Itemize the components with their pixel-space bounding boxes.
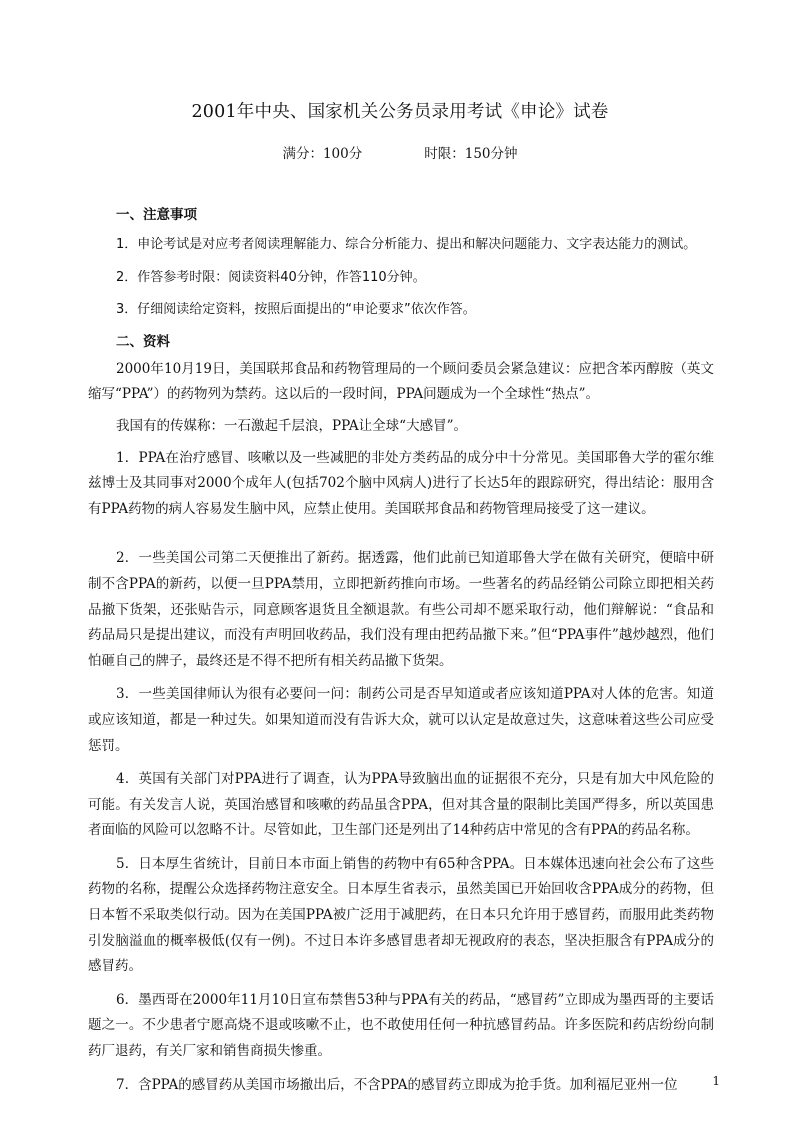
page-number: 1 [712, 1074, 720, 1088]
exam-meta [0, 142, 800, 162]
time-limit: 时限：150分钟 [424, 146, 518, 162]
material-paragraph: 我国有的传媒称：一石激起千层浪，PPA让全球“大感冒”。 [116, 417, 467, 434]
material-paragraph: 1．PPA在治疗感冒、咳嗽以及一些减肥的非处方类药品的成分中十分常见。美国耶鲁大学的霍尔维兹博士及其同事对2000个成年人(包括702个脑中风病人)进行了长达5年的跟踪研究，得出结论：服用含有PPA药物的病人容易发生脑中风，应禁止使用。美国联邦食品和药物管理局接受了这一建议。 [88, 449, 714, 517]
material-paragraph: 2000年10月19日，美国联邦食品和药物管理局的一个顾问委员会紧急建议：应把含苯丙醇胺（英文缩写“PPA”）的药物列为禁药。这以后的一段时间，PPA问题成为一个全球性“热点”。 [88, 360, 714, 403]
material-paragraph: 2．一些美国公司第二天便推出了新药。据透露，他们此前已知道耶鲁大学在做有关研究，便暗中研制不含PPA的新药，以便一旦PPA禁用，立即把新药推向市场。一些著名的药品经销公司除立即把相关药品撤下货架，还张贴告示，同意顾客退货且全额退款。有些公司却不愿采取行动，他们辩解说：“食品和药品局只是提出建议，而没有声明回收药品，我们没有理由把药品撤下来。”但“PPA事件”越炒越烈，他们怕砸自己的牌子，最终还是不得不把所有相关药品撤下货架。 [88, 550, 714, 669]
full-score: 满分：100分 [282, 146, 363, 162]
material-paragraph: 7．含PPA的感冒药从美国市场撤出后，不含PPA的感冒药立即成为抢手货。加利福尼亚州一位 [116, 1076, 678, 1093]
notice-heading: 一、注意事项 [116, 207, 197, 223]
notice-item: 3．仔细阅读给定资料，按照后面提出的“申论要求”依次作答。 [116, 302, 476, 318]
document-body [88, 204, 714, 1098]
material-paragraph: 5．日本厚生省统计，目前日本市面上销售的药物中有65种含PPA。日本媒体迅速向社会公布了这些药物的名称，提醒公众选择药物注意安全。日本厚生省表示，虽然美国已开始回收含PPA成分的药物，但日本暂不采取类似行动。因为在美国PPA被广泛用于减肥药，在日本只允许用于感冒药，而服用此类药物引发脑溢血的概率极低(仅有一例)。不过日本许多感冒患者却无视政府的表态，坚决拒服含有PPA成分的感冒药。 [88, 855, 714, 975]
material-paragraph: 4．英国有关部门对PPA进行了调查，认为PPA导致脑出血的证据很不充分，只是有加大中风危险的可能。有关发言人说，英国治感冒和咳嗽的药品虽含PPA，但对其含量的限制比美国严得多，所以英国患者面临的风险可以忽略不计。尽管如此，卫生部门还是列出了14种药店中常见的含有PPA的药品名称。 [88, 771, 714, 839]
material-paragraph: 6．墨西哥在2000年11月10日宣布禁售53种与PPA有关的药品，“感冒药”立即成为墨西哥的主要话题之一。不少患者宁愿高烧不退或咳嗽不止，也不敢使用任何一种抗感冒药品。许多医院和药店纷纷向制药厂退药，有关厂家和销售商损失惨重。 [88, 991, 714, 1060]
notice-item: 1．申论考试是对应考者阅读理解能力、综合分析能力、提出和解决问题能力、文字表达能力的测试。 [116, 237, 697, 252]
page-title: 2001年中央、国家机关公务员录用考试《申论》试卷 [191, 102, 609, 122]
material-paragraph: 3．一些美国律师认为很有必要问一问：制药公司是否早知道或者应该知道PPA对人体的危害。知道或应该知道，都是一种过失。如果知道而没有告诉大众，就可以认定是故意过失，这意味着这些公司应受惩罚。 [88, 686, 714, 754]
material-heading: 二、资料 [116, 333, 170, 350]
notice-item: 2．作答参考时限：阅读资料40分钟，作答110分钟。 [116, 269, 426, 285]
